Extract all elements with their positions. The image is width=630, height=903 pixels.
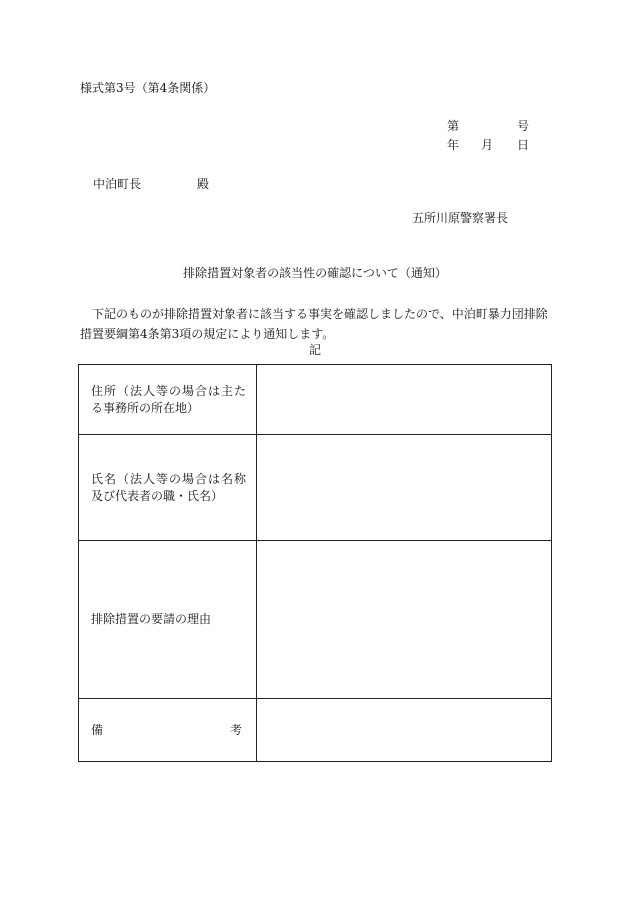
address-label: 住所（法人等の場合は主たる事務所の所在地）: [91, 383, 246, 415]
number-go: 号: [517, 119, 530, 133]
sender-name: 五所川原警察署長: [412, 211, 509, 225]
remarks-label-cell: [79, 699, 257, 762]
date-year: 年: [447, 138, 460, 152]
body-paragraph: [80, 304, 555, 344]
addressee-name: 中泊町長: [93, 177, 142, 191]
ki-heading: 記: [308, 343, 321, 357]
table-row-address: [79, 365, 552, 435]
date-day: 日: [517, 138, 530, 152]
table-row-name: [79, 435, 552, 541]
form-number: 様式第3号（第4条関係）: [80, 81, 216, 95]
name-label-cell: [79, 435, 257, 541]
table-row-remarks: [79, 699, 552, 762]
date-month: 月: [481, 138, 494, 152]
address-label-cell: [79, 365, 257, 435]
addressee-honorific: 殿: [197, 177, 210, 191]
body-text: 下記のものが排除措置対象者に該当する事実を確認しましたので、中泊町暴力団排除措置要綱第4条第3項の規定により通知します。: [80, 307, 548, 341]
remarks-label-right: 考: [229, 722, 242, 737]
number-dai: 第: [447, 119, 460, 133]
remarks-label-left: 備: [91, 722, 104, 737]
name-value-cell[interactable]: [257, 435, 552, 541]
reason-label: 排除措置の要請の理由: [91, 612, 212, 626]
remarks-value-cell[interactable]: [257, 699, 552, 762]
reason-value-cell[interactable]: [257, 541, 552, 699]
reason-label-cell: [79, 541, 257, 699]
name-label: 氏名（法人等の場合は名称及び代表者の職・氏名）: [91, 471, 246, 503]
table-row-reason: [79, 541, 552, 699]
document-title: 排除措置対象者の該当性の確認について（通知）: [183, 266, 447, 280]
form-table: [78, 364, 552, 762]
address-value-cell[interactable]: [257, 365, 552, 435]
